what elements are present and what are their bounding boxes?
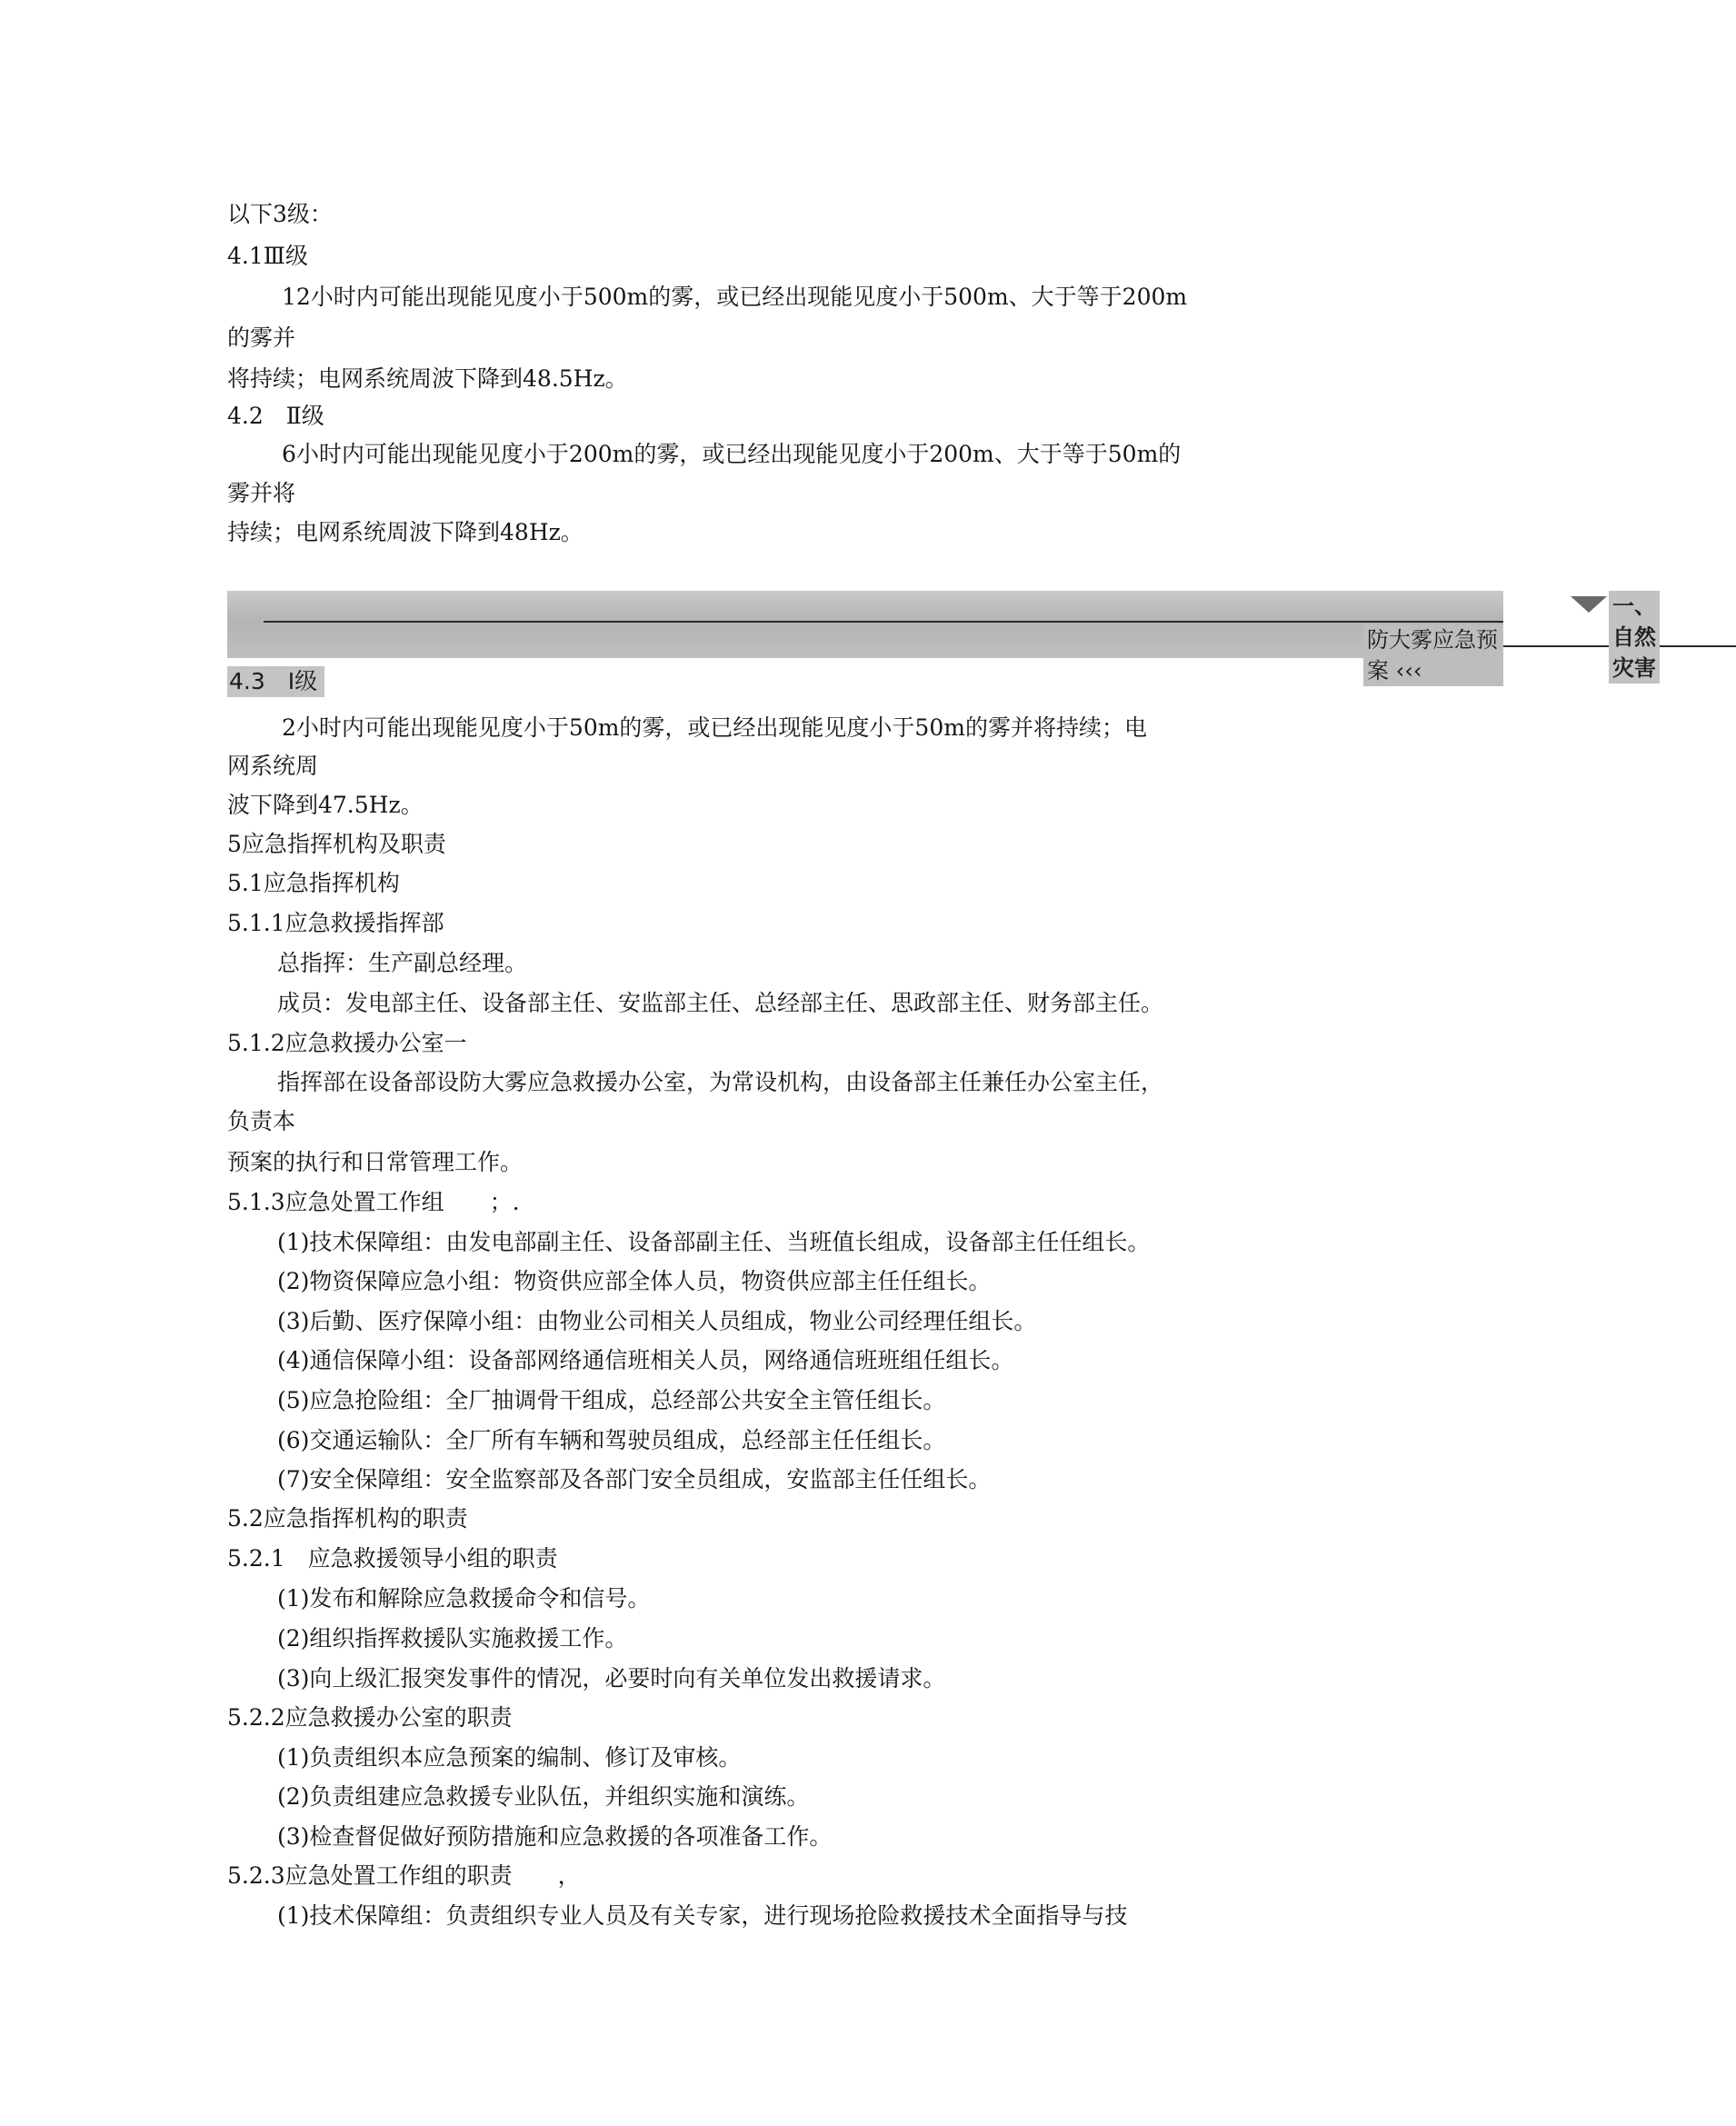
chapter-title: 一、自然灾害 (1609, 591, 1660, 684)
list-item: (2)负责组建应急救援专业队伍，并组织实施和演练。 (277, 1783, 810, 1810)
list-item: (2)组织指挥救援队实施救援工作。 (277, 1625, 628, 1652)
list-item: (1)技术保障组：负责组织专业人员及有关专家，进行现场抢险救援技术全面指导与技 (277, 1902, 1128, 1929)
list-item: (3)向上级汇报突发事件的情况，必要时向有关单位发出救援请求。 (277, 1665, 946, 1692)
list-item: (3)检查督促做好预防措施和应急救援的各项准备工作。 (277, 1823, 833, 1850)
heading-5-1-1: 5.1.1应急救援指挥部 (227, 910, 444, 936)
heading-5-1: 5.1应急指挥机构 (227, 870, 400, 896)
paragraph-line: 网系统周 (227, 753, 319, 779)
list-item: (1)技术保障组：由发电部副主任、设备部副主任、当班值长组成，设备部主任任组长。 (277, 1229, 1151, 1255)
heading-4-2: 4.2 Ⅱ级 (227, 403, 324, 429)
paragraph-line: 波下降到47.5Hz。 (227, 792, 424, 818)
text-line: 以下3级： (227, 201, 333, 227)
list-item: (6)交通运输队：全厂所有车辆和驾驶员组成，总经部主任任组长。 (277, 1427, 946, 1453)
heading-4-3: 4.3 Ⅰ级 (227, 666, 324, 697)
paragraph-line: 指挥部在设备部设防大雾应急救援办公室，为常设机构，由设备部主任兼任办公室主任， (277, 1069, 1164, 1095)
list-item: (7)安全保障组：安全监察部及各部门安全员组成，安监部主任任组长。 (277, 1466, 992, 1492)
heading-5-2-3: 5.2.3应急处置工作组的职责 ， (227, 1862, 581, 1889)
paragraph-line: 将持续；电网系统周波下降到48.5Hz。 (227, 365, 628, 392)
heading-5-2-2: 5.2.2应急救援办公室的职责 (227, 1704, 513, 1731)
heading-5-1-2: 5.1.2应急救援办公室一 (227, 1030, 467, 1056)
header-rule (264, 621, 1503, 623)
paragraph-line: 的雾并 (227, 324, 296, 351)
heading-4-1: 4.1Ⅲ级 (227, 243, 308, 269)
paragraph-line: 持续；电网系统周波下降到48Hz。 (227, 519, 584, 545)
paragraph-line: 总指挥：生产副总经理。 (277, 950, 528, 976)
paragraph-line: 6小时内可能出现能见度小于200m的雾，或已经出现能见度小于200m、大于等于50m的 (282, 441, 1182, 467)
list-item: (1)负责组织本应急预案的编制、修订及审核。 (277, 1744, 742, 1771)
list-item: (1)发布和解除应急救援命令和信号。 (277, 1585, 651, 1612)
paragraph-line: 12小时内可能出现能见度小于500m的雾，或已经出现能见度小于500m、大于等于200m (282, 284, 1188, 310)
paragraph-line: 预案的执行和日常管理工作。 (227, 1149, 524, 1175)
list-item: (2)物资保障应急小组：物资供应部全体人员，物资供应部主任任组长。 (277, 1268, 992, 1294)
paragraph-line: 2小时内可能出现能见度小于50m的雾，或已经出现能见度小于50m的雾并将持续；电 (282, 714, 1147, 741)
section-title: 防大雾应急预案 ‹‹‹ (1363, 624, 1503, 686)
list-item: (5)应急抢险组：全厂抽调骨干组成，总经部公共安全主管任组长。 (277, 1387, 946, 1413)
list-item: (4)通信保障小组：设备部网络通信班相关人员，网络通信班班组任组长。 (277, 1347, 1014, 1373)
list-item: (3)后勤、医疗保障小组：由物业公司相关人员组成，物业公司经理任组长。 (277, 1308, 1037, 1334)
paragraph-line: 雾并将 (227, 480, 296, 506)
paragraph-line: 负责本 (227, 1108, 296, 1134)
heading-5-1-3: 5.1.3应急处置工作组 ；. (227, 1189, 520, 1215)
heading-5-2: 5.2应急指挥机构的职责 (227, 1505, 468, 1532)
heading-5: 5应急指挥机构及职责 (227, 831, 446, 857)
triangle-icon (1571, 596, 1607, 613)
paragraph-line: 成员：发电部主任、设备部主任、安监部主任、总经部主任、思政部主任、财务部主任。 (277, 990, 1164, 1016)
heading-5-2-1: 5.2.1 应急救援领导小组的职责 (227, 1545, 558, 1572)
